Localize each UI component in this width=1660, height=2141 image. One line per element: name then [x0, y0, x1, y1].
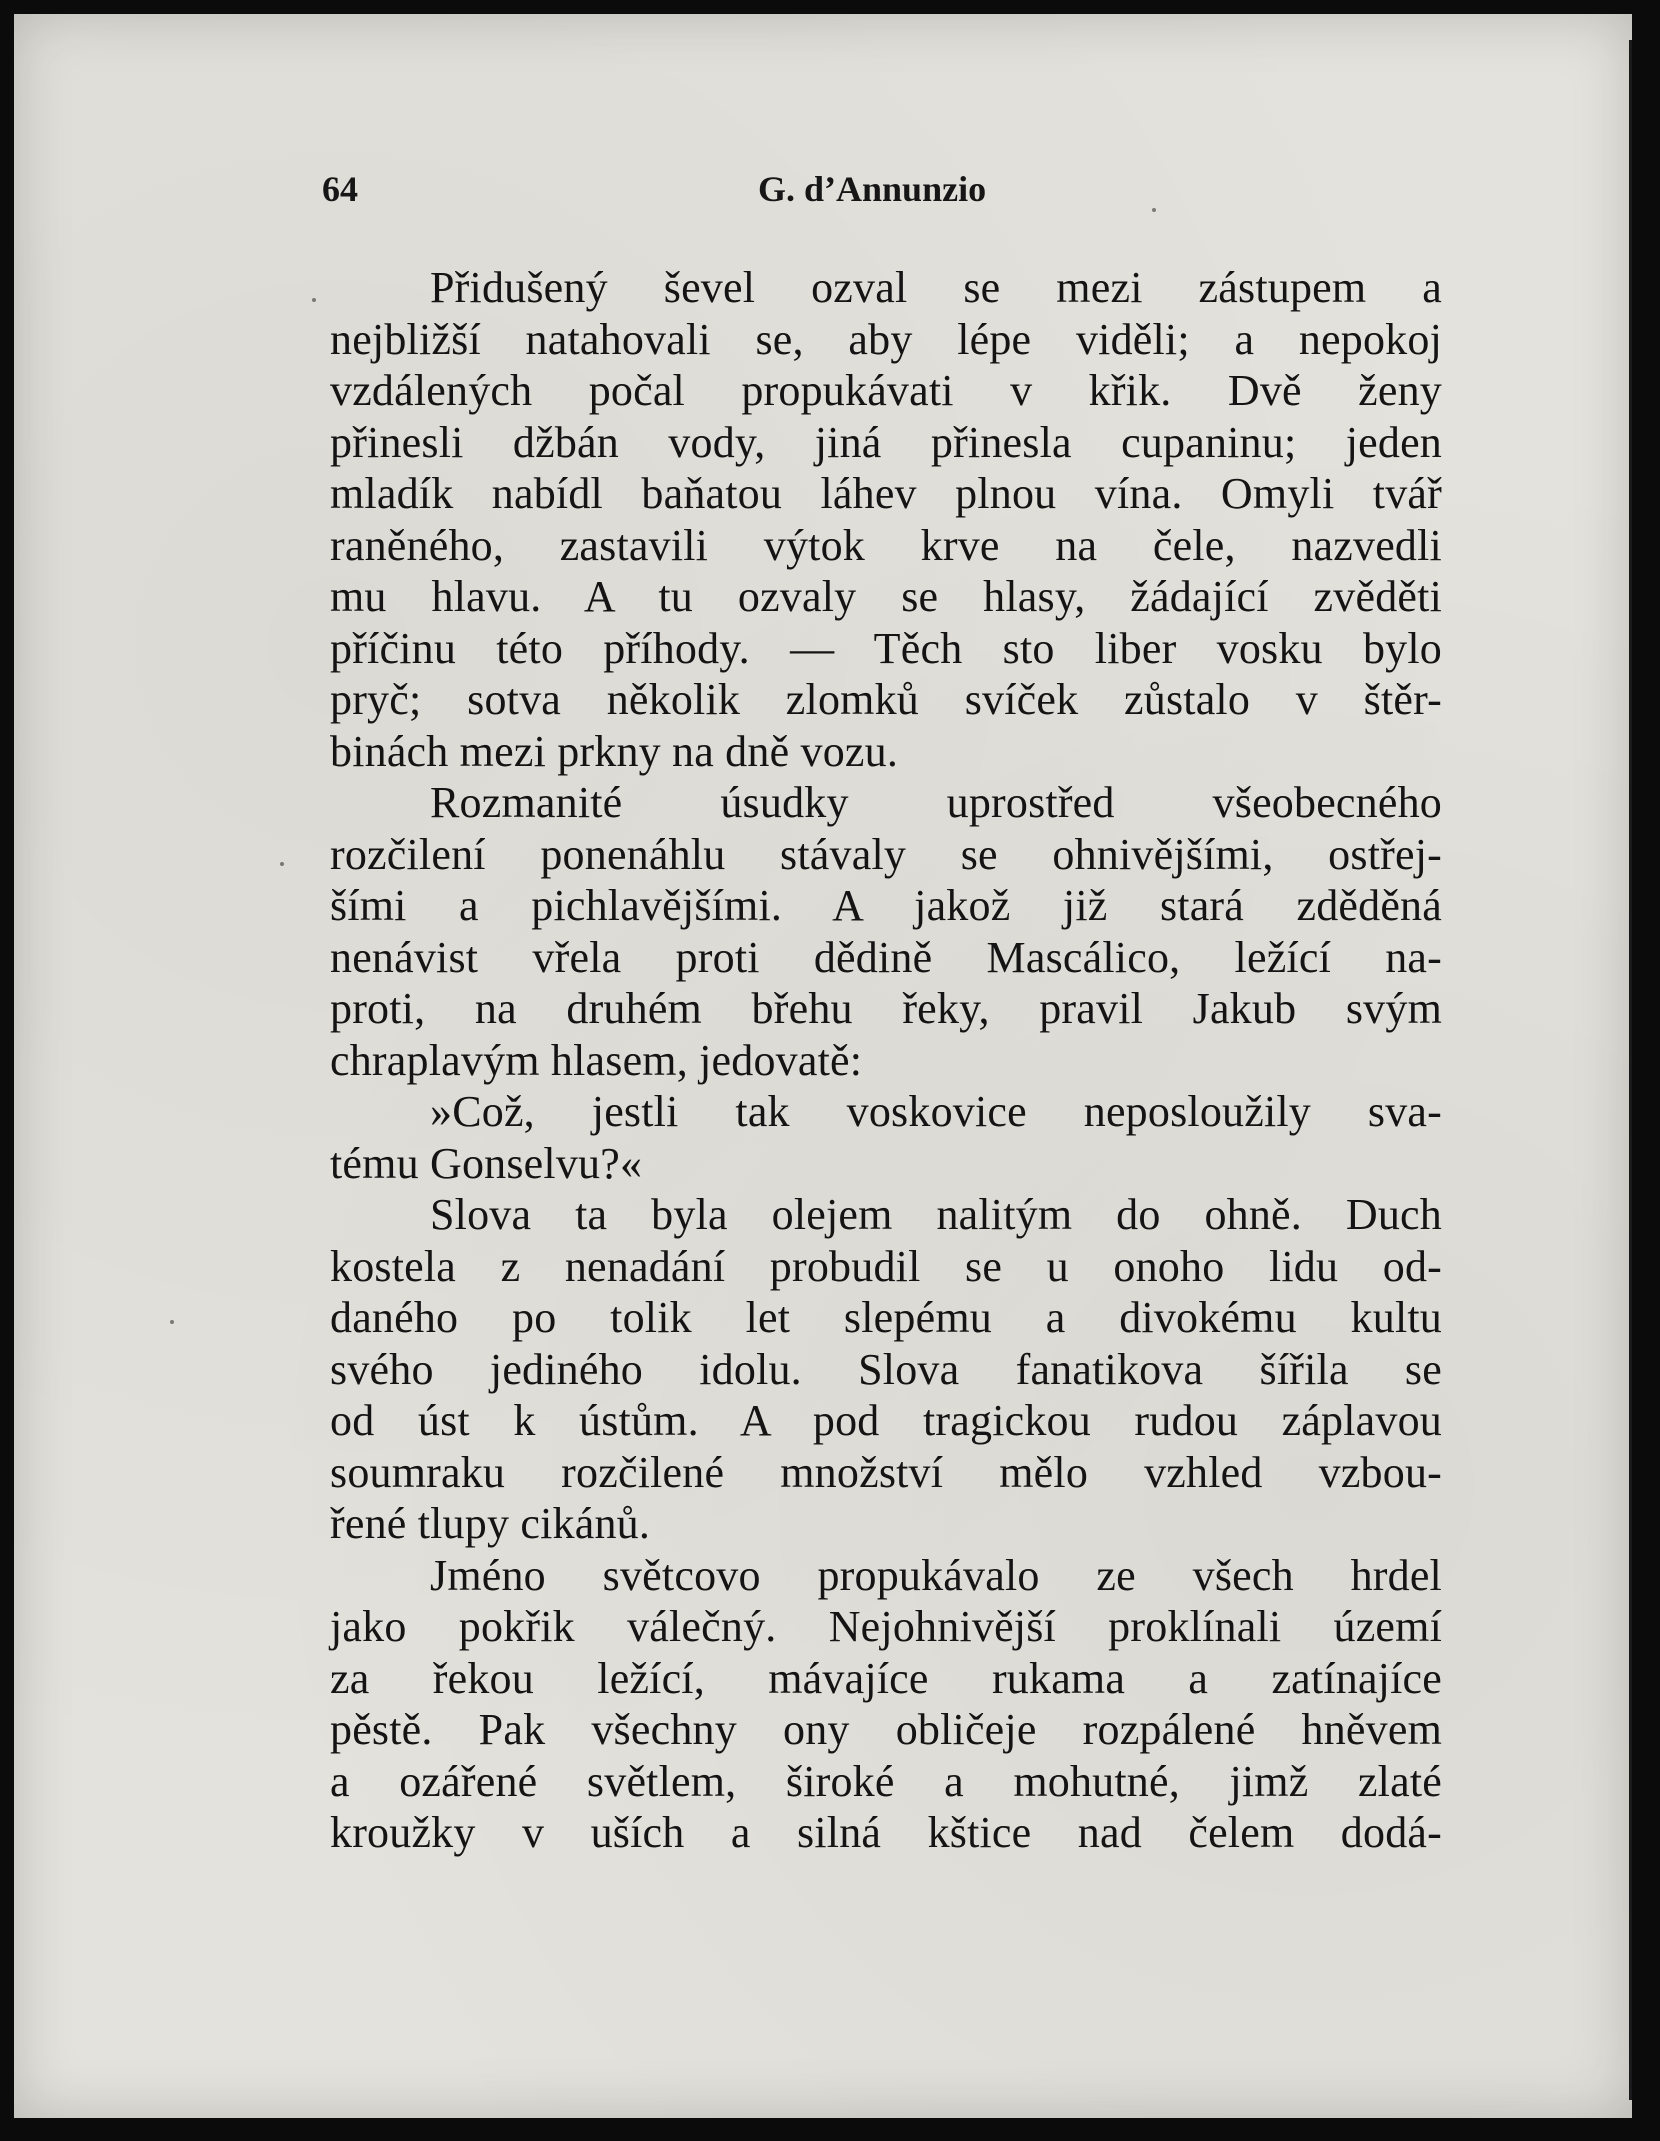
text-line: řené tlupy cikánů.	[330, 1499, 651, 1548]
text-line: svého jediného idolu. Slova fanatikova šířila se	[330, 1344, 1442, 1394]
text-line: kroužky v uších a silná kštice nad čelem dodá-	[330, 1808, 1442, 1857]
print-speck	[170, 1320, 174, 1324]
text-line: nejbližší natahovali se, aby lépe viděli; a nepokoj	[330, 314, 1442, 364]
text-line: Přidušený ševel ozval se mezi zástupem a	[430, 263, 1442, 312]
text-line: pěstě. Pak všechny ony obličeje rozpálené hněvem	[330, 1705, 1442, 1754]
text-line: šími a pichlavějšími. A jakož již stará zděděná	[330, 881, 1442, 930]
text-line: Slova ta byla olejem nalitým do ohně. Duch	[430, 1190, 1442, 1239]
text-line: soumraku rozčilené množství mělo vzhled vzbou-	[330, 1447, 1442, 1497]
text-line: binách mezi prkny na dně vozu.	[330, 726, 899, 776]
text-line: raněného, zastavili výtok krve na čele, nazvedli	[330, 520, 1442, 570]
text-line: za řekou ležící, mávajíce rukama a zatínajíce	[330, 1653, 1442, 1703]
text-line: proti, na druhém břehu řeky, pravil Jakub svým	[330, 984, 1442, 1033]
text-line: chraplavým hlasem, jedovatě:	[330, 1035, 863, 1085]
page-binding-line	[1621, 40, 1632, 2100]
running-head: G. d’Annunzio	[758, 169, 987, 209]
print-speck	[312, 298, 316, 302]
text-line: nenávist vřela proti dědině Mascálico, ležící na-	[330, 932, 1442, 982]
text-line: Rozmanité úsudky uprostřed všeobecného	[430, 778, 1442, 827]
page-number: 64	[322, 169, 358, 209]
text-line: mu hlavu. A tu ozvaly se hlasy, žádající zvěděti	[330, 572, 1442, 621]
text-line: pryč; sotva několik zlomků svíček zůstalo v štěr-	[330, 675, 1442, 724]
body-text	[330, 262, 1442, 1859]
text-line: kostela z nenadání probudil se u onoho lidu od-	[330, 1241, 1442, 1291]
text-line: »Což, jestli tak voskovice neposloužily sva-	[430, 1087, 1442, 1136]
page-header	[322, 168, 1042, 218]
text-line: tému Gonselvu?«	[330, 1138, 643, 1188]
text-line: přinesli džbán vody, jiná přinesla cupaninu; jeden	[330, 417, 1442, 467]
print-speck	[280, 862, 284, 866]
text-line: rozčilení ponenáhlu stávaly se ohnivějšími, ostřej-	[330, 829, 1442, 879]
text-line: mladík nabídl baňatou láhev plnou vína. Omyli tvář	[330, 469, 1442, 518]
text-line: Jméno světcovo propukávalo ze všech hrdel	[430, 1550, 1442, 1600]
text-line: příčinu této příhody. — Těch sto liber vosku bylo	[330, 623, 1442, 673]
print-speck	[1152, 208, 1156, 212]
text-line: jako pokřik válečný. Nejohnivější proklínali území	[330, 1602, 1442, 1651]
text-line: vzdálených počal propukávati v křik. Dvě ženy	[330, 366, 1442, 415]
text-line: daného po tolik let slepému a divokému kultu	[330, 1293, 1442, 1342]
text-line: od úst k ústům. A pod tragickou rudou záplavou	[330, 1396, 1442, 1445]
page-right-edge	[1632, 0, 1660, 2141]
text-line: a ozářené světlem, široké a mohutné, jimž zlaté	[330, 1756, 1442, 1806]
